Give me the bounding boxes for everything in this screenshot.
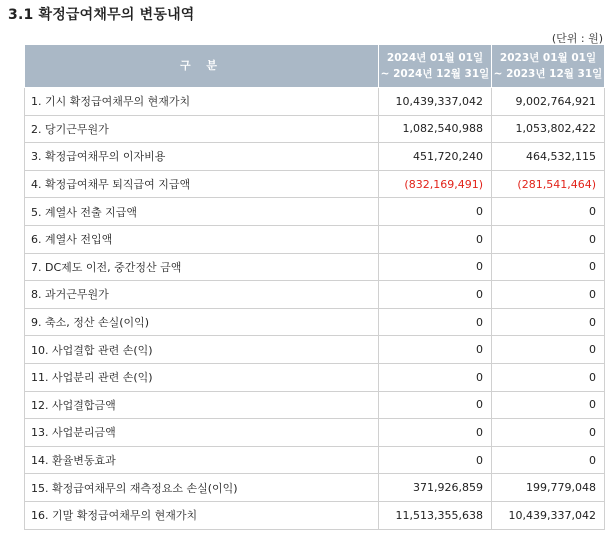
table-row [25,308,605,336]
row-current-value: 0 [379,391,492,419]
header-prior-period [492,45,605,88]
row-label: 10. 사업결합 관련 손(익) [25,336,379,364]
row-prior-value: 0 [492,225,605,253]
row-label: 7. DC제도 이전, 중간정산 금액 [25,253,379,281]
row-current-value: 0 [379,225,492,253]
row-label: 5. 계열사 전출 지급액 [25,198,379,226]
table-row [25,474,605,502]
row-current-value: 10,439,337,042 [379,88,492,116]
row-label: 2. 당기근무원가 [25,115,379,143]
row-prior-value: 0 [492,308,605,336]
row-current-value: 0 [379,419,492,447]
row-prior-value: 9,002,764,921 [492,88,605,116]
table-row [25,88,605,116]
obligation-change-table [24,44,605,530]
row-current-value: (832,169,491) [379,170,492,198]
row-current-value: 0 [379,336,492,364]
section-title: 3.1 확정급여채무의 변동내역 [8,7,195,23]
row-prior-value: 0 [492,198,605,226]
row-current-value: 371,926,859 [379,474,492,502]
row-label: 15. 확정급여채무의 재측정요소 손실(이익) [25,474,379,502]
row-prior-value: 0 [492,363,605,391]
row-current-value: 11,513,355,638 [379,501,492,529]
header-current-period-end: ~ 2024년 12월 31일 [380,68,490,80]
row-prior-value: 1,053,802,422 [492,115,605,143]
row-prior-value: 0 [492,419,605,447]
row-prior-value: 10,439,337,042 [492,501,605,529]
row-label: 6. 계열사 전입액 [25,225,379,253]
table-row [25,225,605,253]
unit-label: (단위 : 원) [551,32,603,45]
row-label: 13. 사업분리금액 [25,419,379,447]
row-prior-value: (281,541,464) [492,170,605,198]
row-current-value: 0 [379,446,492,474]
row-prior-value: 0 [492,336,605,364]
row-current-value: 0 [379,281,492,309]
header-category: 구 분 [25,45,379,88]
row-current-value: 451,720,240 [379,143,492,171]
row-current-value: 0 [379,253,492,281]
row-current-value: 0 [379,198,492,226]
row-prior-value: 0 [492,446,605,474]
table-row [25,336,605,364]
table-row [25,446,605,474]
table-row [25,363,605,391]
row-current-value: 0 [379,308,492,336]
row-label: 9. 축소, 정산 손실(이익) [25,308,379,336]
header-prior-period-end: ~ 2023년 12월 31일 [493,68,603,80]
row-current-value: 0 [379,363,492,391]
row-label: 8. 과거근무원가 [25,281,379,309]
row-prior-value: 0 [492,391,605,419]
table-row [25,281,605,309]
row-label: 3. 확정급여채무의 이자비용 [25,143,379,171]
row-label: 4. 확정급여채무 퇴직급여 지급액 [25,170,379,198]
row-prior-value: 199,779,048 [492,474,605,502]
table-row [25,391,605,419]
table-row [25,419,605,447]
row-label: 1. 기시 확정급여채무의 현재가치 [25,88,379,116]
table-row [25,501,605,529]
header-current-period [379,45,492,88]
header-current-period-start: 2024년 01월 01일 [386,52,484,64]
table-row [25,170,605,198]
table-header-row [25,45,605,88]
header-prior-period-start: 2023년 01월 01일 [499,52,597,64]
table-row [25,198,605,226]
row-prior-value: 464,532,115 [492,143,605,171]
row-label: 16. 기말 확정급여채무의 현재가치 [25,501,379,529]
table-row [25,143,605,171]
row-label: 14. 환율변동효과 [25,446,379,474]
row-prior-value: 0 [492,253,605,281]
row-current-value: 1,082,540,988 [379,115,492,143]
row-label: 12. 사업결합금액 [25,391,379,419]
row-label: 11. 사업분리 관련 손(익) [25,363,379,391]
row-prior-value: 0 [492,281,605,309]
table-row [25,253,605,281]
table-row [25,115,605,143]
